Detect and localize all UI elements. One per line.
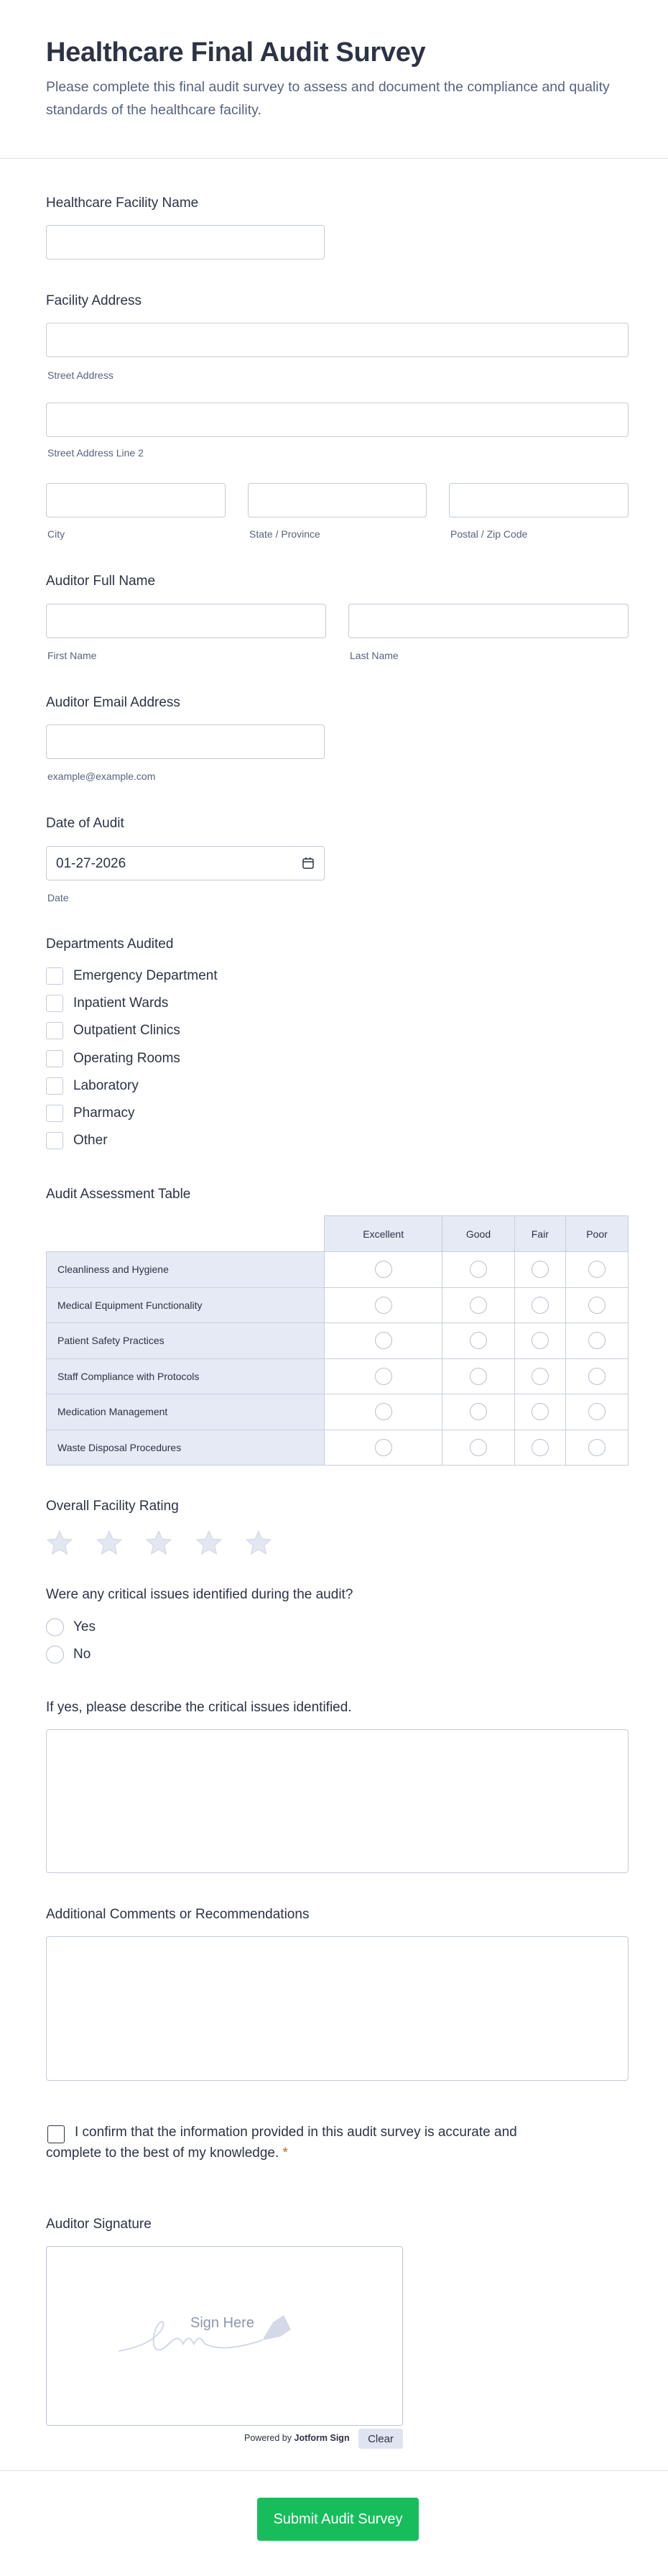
matrix-radio[interactable] xyxy=(588,1439,606,1456)
street-address-sublabel: Street Address xyxy=(47,369,113,381)
matrix-cell xyxy=(325,1287,442,1323)
describe-issues-textarea[interactable] xyxy=(46,1729,628,1873)
last-name-input[interactable] xyxy=(348,604,628,638)
checkbox-department[interactable] xyxy=(46,967,63,985)
facility-address-label: Facility Address xyxy=(46,293,142,308)
signature-label: Auditor Signature xyxy=(46,2217,152,2232)
matrix-row xyxy=(47,1394,628,1430)
matrix-radio[interactable] xyxy=(375,1297,392,1314)
clear-signature-button[interactable]: Clear xyxy=(358,2429,403,2449)
matrix-cell xyxy=(514,1287,565,1323)
matrix-radio[interactable] xyxy=(470,1403,487,1420)
matrix-radio[interactable] xyxy=(588,1297,606,1314)
jotform-sign-brand: Jotform Sign xyxy=(294,2433,350,2443)
audit-assessment-table xyxy=(46,1215,628,1466)
matrix-row xyxy=(47,1323,628,1359)
radio-no[interactable] xyxy=(46,1646,64,1664)
matrix-label: Audit Assessment Table xyxy=(46,1187,191,1202)
matrix-column-header: Fair xyxy=(514,1216,565,1252)
confirm-text xyxy=(46,2122,549,2163)
facility-name-label: Healthcare Facility Name xyxy=(46,196,199,211)
matrix-radio[interactable] xyxy=(375,1332,392,1349)
matrix-radio[interactable] xyxy=(375,1439,392,1456)
checkbox-department[interactable] xyxy=(46,1105,63,1122)
matrix-radio[interactable] xyxy=(588,1261,606,1278)
date-input[interactable] xyxy=(46,846,325,880)
matrix-radio[interactable] xyxy=(470,1297,487,1314)
checkbox-department[interactable] xyxy=(46,1022,63,1039)
matrix-cell xyxy=(566,1287,628,1323)
checkbox-department[interactable] xyxy=(46,1050,63,1067)
radio-yes[interactable] xyxy=(46,1619,64,1637)
departments-label: Departments Audited xyxy=(46,937,174,952)
matrix-cell xyxy=(325,1323,442,1359)
matrix-radio[interactable] xyxy=(588,1332,606,1349)
matrix-cell xyxy=(566,1430,628,1466)
department-option-label: Outpatient Clinics xyxy=(73,1023,180,1039)
city-sublabel: City xyxy=(47,528,65,540)
matrix-radio[interactable] xyxy=(532,1439,549,1456)
matrix-cell xyxy=(566,1252,628,1288)
matrix-row-label: Cleanliness and Hygiene xyxy=(47,1252,325,1288)
matrix-row-label: Patient Safety Practices xyxy=(47,1323,325,1359)
date-sublabel: Date xyxy=(47,892,69,903)
department-option-label: Inpatient Wards xyxy=(73,995,169,1011)
matrix-cell xyxy=(514,1358,565,1394)
submit-button[interactable]: Submit Audit Survey xyxy=(257,2498,419,2541)
auditor-name-label: Auditor Full Name xyxy=(46,574,156,589)
page-description: Please complete this final audit survey to assess and document the compliance and quality standards of the healthcare facility. xyxy=(46,79,610,118)
checkbox-department[interactable] xyxy=(46,995,63,1012)
facility-name-input[interactable] xyxy=(46,225,325,259)
matrix-cell xyxy=(566,1394,628,1430)
last-name-sublabel: Last Name xyxy=(350,650,399,661)
matrix-cell xyxy=(514,1394,565,1430)
street-address-line2-input[interactable] xyxy=(46,402,628,437)
zip-input[interactable] xyxy=(449,483,628,518)
matrix-cell xyxy=(566,1323,628,1359)
matrix-radio[interactable] xyxy=(470,1368,487,1385)
matrix-radio[interactable] xyxy=(375,1261,392,1278)
matrix-cell xyxy=(566,1358,628,1394)
matrix-radio[interactable] xyxy=(375,1403,392,1420)
department-option-label: Emergency Department xyxy=(73,968,218,983)
matrix-row xyxy=(47,1430,628,1466)
matrix-cell xyxy=(442,1287,514,1323)
matrix-cell xyxy=(442,1430,514,1466)
matrix-row-label: Medication Management xyxy=(47,1394,325,1430)
matrix-cell xyxy=(442,1252,514,1288)
header-divider xyxy=(0,158,668,159)
first-name-sublabel: First Name xyxy=(47,650,97,661)
matrix-column-header: Excellent xyxy=(325,1216,442,1252)
email-label: Auditor Email Address xyxy=(46,695,180,710)
department-option-label: Pharmacy xyxy=(73,1105,135,1121)
department-option-label: Other xyxy=(73,1133,108,1149)
matrix-cell xyxy=(514,1430,565,1466)
rating-label: Overall Facility Rating xyxy=(46,1499,179,1514)
calendar-icon[interactable] xyxy=(302,857,315,870)
zip-sublabel: Postal / Zip Code xyxy=(450,528,528,540)
powered-by xyxy=(244,2433,350,2443)
footer-divider xyxy=(0,2470,668,2471)
powered-by-text: Powered by xyxy=(244,2433,292,2443)
star-icon[interactable] xyxy=(144,1529,173,1558)
describe-issues-label: If yes, please describe the critical issues identified. xyxy=(46,1700,352,1715)
radio-yes-label: Yes xyxy=(73,1619,96,1634)
matrix-cell xyxy=(325,1252,442,1288)
star-icon[interactable] xyxy=(95,1529,124,1558)
first-name-input[interactable] xyxy=(46,604,326,638)
matrix-cell xyxy=(442,1394,514,1430)
star-icon[interactable] xyxy=(45,1529,74,1558)
matrix-radio[interactable] xyxy=(532,1261,549,1278)
matrix-radio[interactable] xyxy=(375,1368,392,1385)
matrix-column-header: Good xyxy=(442,1216,514,1252)
checkbox-department[interactable] xyxy=(46,1077,63,1095)
matrix-radio[interactable] xyxy=(532,1403,549,1420)
matrix-cell xyxy=(325,1430,442,1466)
matrix-radio[interactable] xyxy=(532,1332,549,1349)
page-title: Healthcare Final Audit Survey xyxy=(46,37,426,68)
date-value: 01-27-2026 xyxy=(56,856,126,871)
sign-here-placeholder: Sign Here xyxy=(190,2315,254,2331)
signature-pad[interactable] xyxy=(46,2246,403,2426)
radio-no-label: No xyxy=(73,1647,91,1662)
checkbox-department[interactable] xyxy=(46,1132,63,1149)
matrix-cell xyxy=(325,1358,442,1394)
state-input[interactable] xyxy=(248,483,427,518)
required-asterisk: * xyxy=(282,2145,288,2161)
matrix-cell xyxy=(514,1252,565,1288)
confirm-text-content: I confirm that the information provided in this audit survey is accurate and complete to the best of my knowledge. xyxy=(46,2125,517,2161)
matrix-cell xyxy=(442,1358,514,1394)
matrix-cell xyxy=(514,1323,565,1359)
department-option-label: Laboratory xyxy=(73,1077,139,1093)
matrix-radio[interactable] xyxy=(532,1297,549,1314)
date-label: Date of Audit xyxy=(46,816,124,831)
email-input[interactable] xyxy=(46,724,325,759)
matrix-radio[interactable] xyxy=(532,1368,549,1385)
matrix-row-label: Medical Equipment Functionality xyxy=(47,1287,325,1323)
matrix-column-header: Poor xyxy=(566,1216,628,1252)
matrix-radio[interactable] xyxy=(588,1403,606,1420)
street-address-input[interactable] xyxy=(46,323,628,357)
comments-textarea[interactable] xyxy=(46,1936,628,2081)
matrix-radio[interactable] xyxy=(588,1368,606,1385)
department-option-label: Operating Rooms xyxy=(73,1050,180,1066)
star-icon[interactable] xyxy=(244,1529,273,1558)
matrix-row xyxy=(47,1252,628,1288)
state-sublabel: State / Province xyxy=(249,528,320,540)
matrix-cell xyxy=(442,1323,514,1359)
matrix-row xyxy=(47,1287,628,1323)
matrix-row-label: Staff Compliance with Protocols xyxy=(47,1358,325,1394)
matrix-radio[interactable] xyxy=(470,1261,487,1278)
matrix-radio[interactable] xyxy=(470,1439,487,1456)
city-input[interactable] xyxy=(46,483,226,518)
street-address-line2-sublabel: Street Address Line 2 xyxy=(47,447,144,459)
matrix-radio[interactable] xyxy=(470,1332,487,1349)
matrix-row xyxy=(47,1358,628,1394)
critical-issues-label: Were any critical issues identified during the audit? xyxy=(46,1587,353,1602)
email-sublabel: example@example.com xyxy=(47,770,156,782)
matrix-corner xyxy=(47,1216,325,1252)
matrix-cell xyxy=(325,1394,442,1430)
matrix-row-label: Waste Disposal Procedures xyxy=(47,1430,325,1466)
comments-label: Additional Comments or Recommendations xyxy=(46,1907,310,1922)
star-icon[interactable] xyxy=(195,1529,223,1558)
